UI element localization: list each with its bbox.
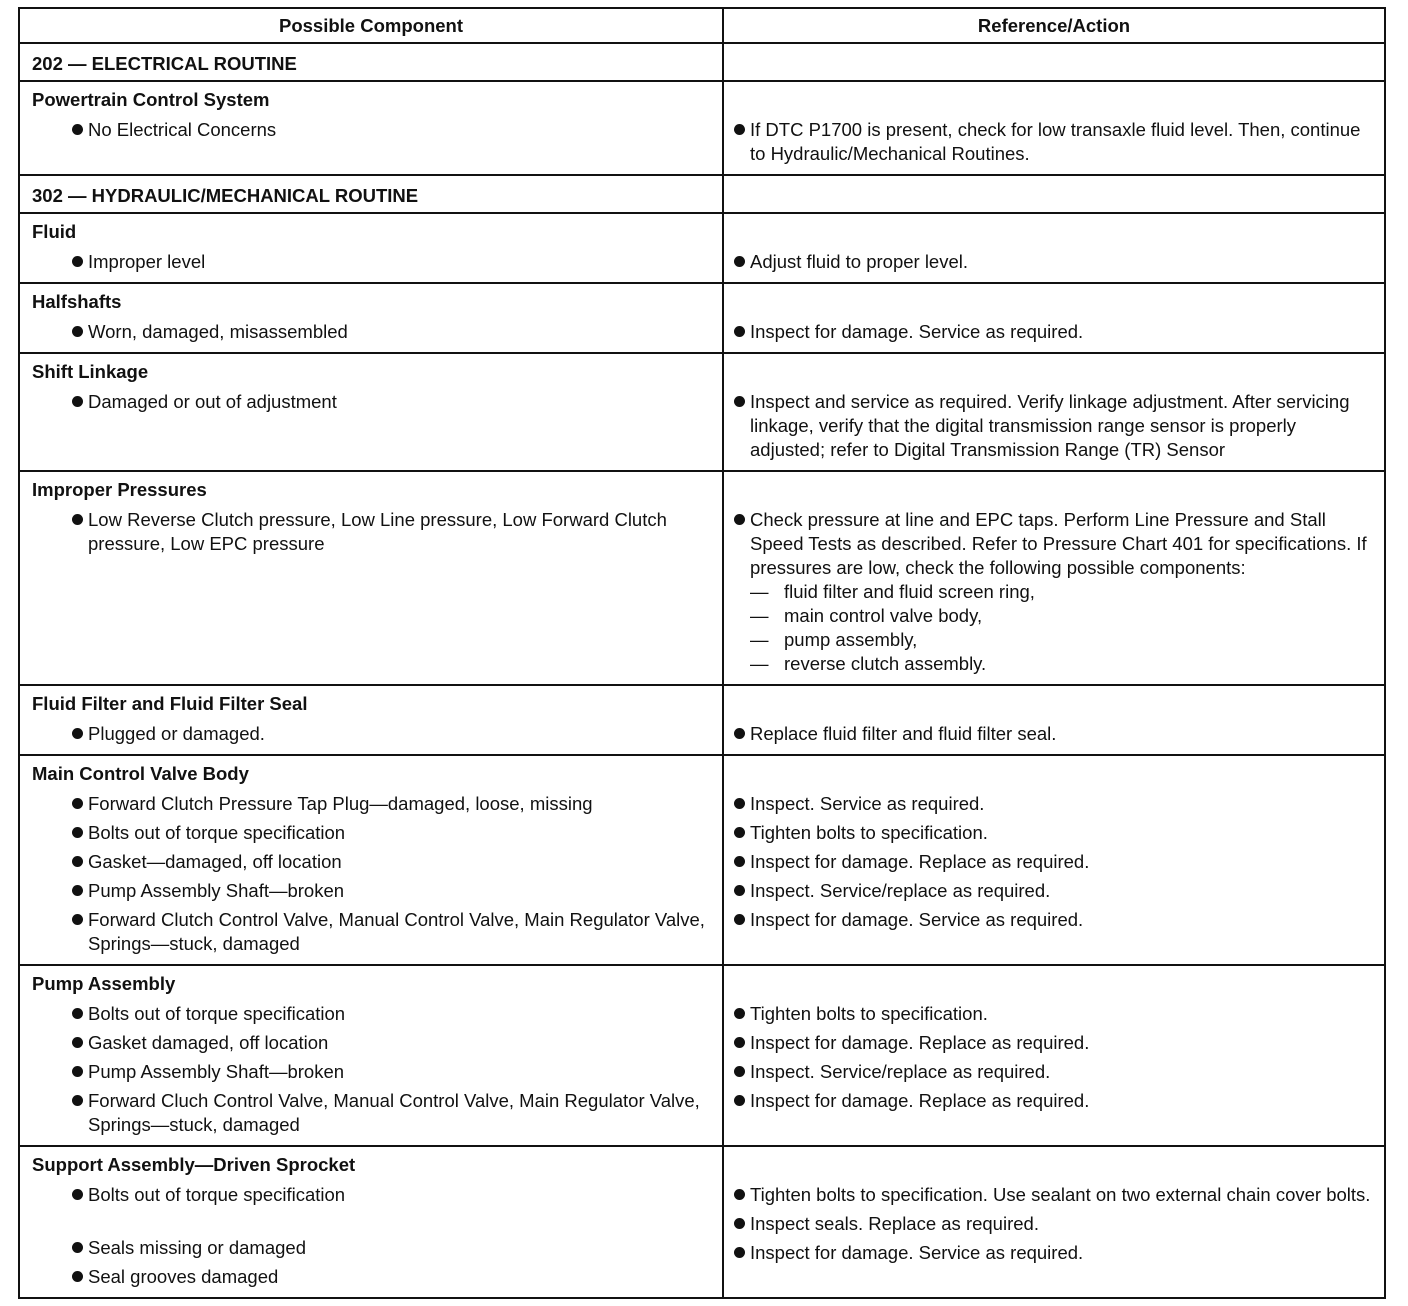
component-cell xyxy=(19,213,723,283)
action-item: Inspect. Service as required. xyxy=(734,792,1374,816)
bullet-icon xyxy=(72,1242,83,1253)
action-item: Inspect for damage. Service as required. xyxy=(734,908,1374,932)
table-row-pump-assembly xyxy=(19,965,1385,1146)
table-row-main-control-valve xyxy=(19,755,1385,965)
action-item: Adjust fluid to proper level. xyxy=(734,250,1374,274)
bullet-icon xyxy=(734,827,745,838)
action-item: Check pressure at line and EPC taps. Perform Line Pressure and Stall Speed Tests as described. Refer to Pressure Chart 401 for specifications. If pressures are low, check the following possible components: — fluid filter and fluid screen ring, — main control valve body, — pump assembly, — reverse clutch assembly. xyxy=(734,508,1374,676)
table-row-fluid xyxy=(19,213,1385,283)
bullet-icon xyxy=(72,124,83,135)
bullet-icon xyxy=(734,1218,745,1229)
action-cell xyxy=(723,353,1385,471)
diagnostic-table-page xyxy=(18,7,1384,1299)
action-item: Tighten bolts to specification. Use sealant on two external chain cover bolts. xyxy=(734,1183,1374,1207)
list-item: Forward Cluch Control Valve, Manual Control Valve, Main Regulator Valve, Springs—stuck, damaged xyxy=(32,1089,714,1137)
component-cell xyxy=(19,283,723,353)
bullet-icon xyxy=(72,728,83,739)
header-possible-component: Possible Component xyxy=(19,8,723,43)
action-item: Tighten bolts to specification. xyxy=(734,1002,1374,1026)
component-cell xyxy=(19,965,723,1146)
list-item: Bolts out of torque specification xyxy=(32,821,714,845)
sublist-item: — fluid filter and fluid screen ring, xyxy=(750,580,1374,604)
action-cell xyxy=(723,81,1385,175)
table-header-row xyxy=(19,8,1385,43)
action-item: Tighten bolts to specification. xyxy=(734,821,1374,845)
bullet-icon xyxy=(72,827,83,838)
action-item: If DTC P1700 is present, check for low transaxle fluid level. Then, continue to Hydraulic/Mechanical Routines. xyxy=(734,118,1374,166)
action-item: Inspect and service as required. Verify linkage adjustment. After servicing linkage, verify that the digital transmission range sensor is properly adjusted; refer to Digital Transmission Range (TR) Sensor xyxy=(734,390,1374,462)
action-cell xyxy=(723,283,1385,353)
bullet-icon xyxy=(734,396,745,407)
action-item: Inspect for damage. Replace as required. xyxy=(734,850,1374,874)
action-item: Inspect for damage. Service as required. xyxy=(734,320,1374,344)
group-title: Fluid Filter and Fluid Filter Seal xyxy=(32,693,308,714)
list-item: No Electrical Concerns xyxy=(32,118,714,142)
bullet-icon xyxy=(734,1066,745,1077)
bullet-icon xyxy=(72,256,83,267)
action-item: Inspect for damage. Service as required. xyxy=(734,1241,1374,1265)
action-item: Inspect. Service/replace as required. xyxy=(734,879,1374,903)
list-item: Worn, damaged, misassembled xyxy=(32,320,714,344)
bullet-icon xyxy=(734,1189,745,1200)
bullet-icon xyxy=(72,885,83,896)
bullet-icon xyxy=(72,1271,83,1282)
section-empty-cell xyxy=(723,43,1385,81)
section-row-302 xyxy=(19,175,1385,213)
bullet-icon xyxy=(72,856,83,867)
group-title: Halfshafts xyxy=(32,291,122,312)
group-title: Support Assembly—Driven Sprocket xyxy=(32,1154,356,1175)
bullet-icon xyxy=(734,798,745,809)
sublist-item: — main control valve body, xyxy=(750,604,1374,628)
bullet-icon xyxy=(72,1008,83,1019)
component-cell xyxy=(19,471,723,685)
bullet-icon xyxy=(72,798,83,809)
list-item: Forward Clutch Control Valve, Manual Control Valve, Main Regulator Valve, Springs—stuck, damaged xyxy=(32,908,714,956)
action-cell xyxy=(723,755,1385,965)
bullet-icon xyxy=(734,124,745,135)
section-title-302: 302 — HYDRAULIC/MECHANICAL ROUTINE xyxy=(19,175,723,213)
bullet-icon xyxy=(734,728,745,739)
list-item: Bolts out of torque specification xyxy=(32,1002,714,1026)
group-title: Shift Linkage xyxy=(32,361,149,382)
bullet-icon xyxy=(72,914,83,925)
bullet-icon xyxy=(734,514,745,525)
sublist-item: — reverse clutch assembly. xyxy=(750,652,1374,676)
component-cell xyxy=(19,1146,723,1298)
bullet-icon xyxy=(734,326,745,337)
list-item: Improper level xyxy=(32,250,714,274)
action-item: Inspect for damage. Replace as required. xyxy=(734,1031,1374,1055)
list-item: Pump Assembly Shaft—broken xyxy=(32,879,714,903)
bullet-icon xyxy=(734,256,745,267)
list-item: Gasket—damaged, off location xyxy=(32,850,714,874)
component-sublist xyxy=(750,580,1374,676)
section-title-202: 202 — ELECTRICAL ROUTINE xyxy=(19,43,723,81)
action-item: Inspect for damage. Replace as required. xyxy=(734,1089,1374,1113)
bullet-icon xyxy=(72,1095,83,1106)
component-cell xyxy=(19,353,723,471)
bullet-icon xyxy=(72,514,83,525)
table-row-halfshafts xyxy=(19,283,1385,353)
list-item: Pump Assembly Shaft—broken xyxy=(32,1060,714,1084)
table-row-fluid-filter xyxy=(19,685,1385,755)
bullet-icon xyxy=(734,856,745,867)
group-title: Fluid xyxy=(32,221,77,242)
table-row-support-assembly xyxy=(19,1146,1385,1298)
action-item: Inspect. Service/replace as required. xyxy=(734,1060,1374,1084)
component-cell xyxy=(19,81,723,175)
list-item: Seals missing or damaged xyxy=(32,1236,714,1260)
bullet-icon xyxy=(734,1095,745,1106)
list-item: Damaged or out of adjustment xyxy=(32,390,714,414)
list-item: Gasket damaged, off location xyxy=(32,1031,714,1055)
group-title: Powertrain Control System xyxy=(32,89,270,110)
action-item: Inspect seals. Replace as required. xyxy=(734,1212,1374,1236)
sublist-item: — pump assembly, xyxy=(750,628,1374,652)
section-empty-cell xyxy=(723,175,1385,213)
action-item: Replace fluid filter and fluid filter seal. xyxy=(734,722,1374,746)
action-cell xyxy=(723,213,1385,283)
bullet-icon xyxy=(734,1008,745,1019)
bullet-icon xyxy=(72,1037,83,1048)
diagnostic-table xyxy=(18,7,1386,1299)
list-item: Forward Clutch Pressure Tap Plug—damaged, loose, missing xyxy=(32,792,714,816)
header-reference-action: Reference/Action xyxy=(723,8,1385,43)
list-item: Seal grooves damaged xyxy=(32,1265,714,1289)
section-row-202 xyxy=(19,43,1385,81)
list-item: Plugged or damaged. xyxy=(32,722,714,746)
list-item: Low Reverse Clutch pressure, Low Line pressure, Low Forward Clutch pressure, Low EPC pressure xyxy=(32,508,714,556)
table-row-shift-linkage xyxy=(19,353,1385,471)
group-title: Pump Assembly xyxy=(32,973,176,994)
action-cell xyxy=(723,471,1385,685)
bullet-icon xyxy=(72,396,83,407)
bullet-icon xyxy=(734,914,745,925)
list-item: Bolts out of torque specification xyxy=(32,1183,714,1207)
group-title: Improper Pressures xyxy=(32,479,207,500)
table-row-improper-pressures xyxy=(19,471,1385,685)
bullet-icon xyxy=(72,1189,83,1200)
group-title: Main Control Valve Body xyxy=(32,763,249,784)
bullet-icon xyxy=(734,1037,745,1048)
bullet-icon xyxy=(734,885,745,896)
action-cell xyxy=(723,1146,1385,1298)
bullet-icon xyxy=(734,1247,745,1258)
component-cell xyxy=(19,685,723,755)
action-cell xyxy=(723,685,1385,755)
component-cell xyxy=(19,755,723,965)
bullet-icon xyxy=(72,1066,83,1077)
table-row-powertrain xyxy=(19,81,1385,175)
bullet-icon xyxy=(72,326,83,337)
action-cell xyxy=(723,965,1385,1146)
